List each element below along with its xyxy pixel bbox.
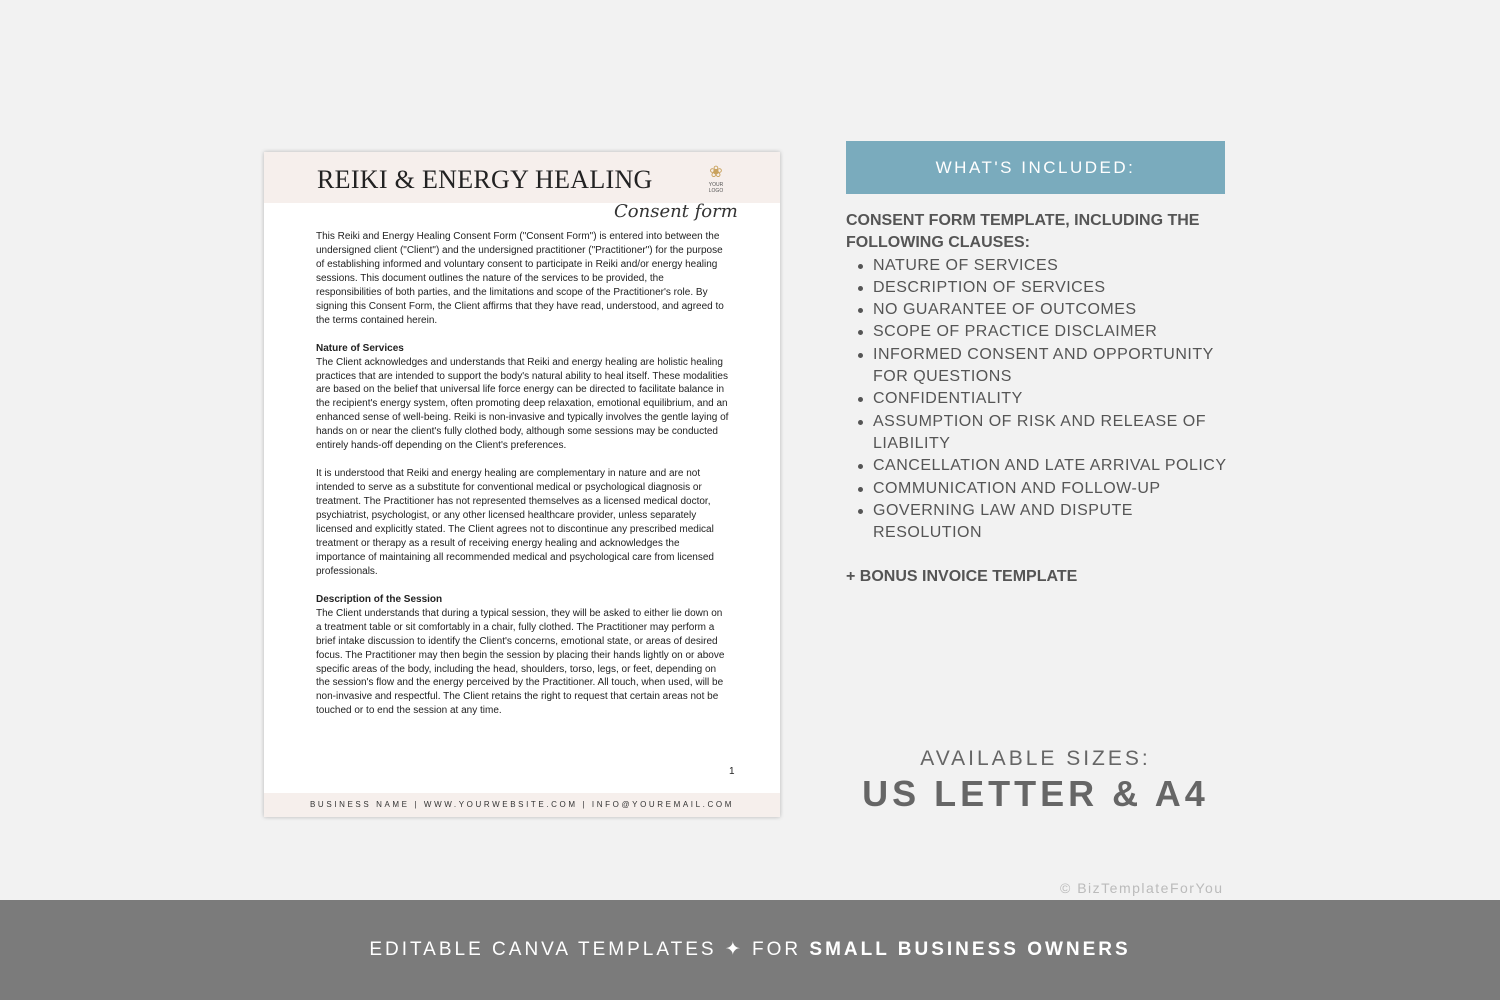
available-sizes: US LETTER & A4 (862, 773, 1209, 814)
paragraph-text: The Client understands that during a typical session, they will be asked to either lie down on a treatment table or sit comfortably in a chair, fully clothed. The Practitioner may perform a brief intake discussion to identify the Client's concerns, emotional state, or areas of desired focus. The Practitioner may then begin the session by placing their hands lightly on or above specific areas of the body, including the head, shoulders, torso, legs, or feet, depending on the session's flow and the energy perceived by the Practitioner. All touch, when used, will be non-invasive and respectful. The Client retains the right to request that certain areas not be touched or to end the session at any time. (316, 607, 725, 717)
paragraph-text: It is understood that Reiki and energy healing are complementary in nature and are not intended to serve as a substitute for conventional medical or psychological diagnosis or treatment. The Practitioner has not represented themselves as a licensed medical doctor, psychiatrist, psychologist, or any other licensed healthcare provider, unless separately licensed and explicitly stated. The Client agrees not to discontinue any prescribed medical treatment or therapy as a result of receiving energy healing and acknowledges the importance of maintaining all recommended medical and psychological care from licensed professionals. (316, 468, 714, 577)
paragraph (316, 593, 729, 719)
included-lead: CONSENT FORM TEMPLATE, INCLUDING THE FOLLOWING CLAUSES: (846, 212, 1200, 252)
clause-list (873, 255, 1246, 545)
section-heading: Nature of Services (316, 342, 404, 354)
document-body (316, 230, 729, 732)
available-sizes-label: AVAILABLE SIZES: (920, 747, 1151, 770)
document-footer: BUSINESS NAME | WWW.YOURWEBSITE.COM | INFO@YOUREMAIL.COM (264, 793, 780, 817)
bottom-banner (0, 900, 1500, 1000)
copyright: © BizTemplateForYou (1060, 880, 1224, 896)
list-item: INFORMED CONSENT AND OPPORTUNITY FOR QUESTIONS (873, 344, 1246, 389)
paragraph-text: The Client acknowledges and understands that Reiki and energy healing are holistic healing practices that are intended to support the body's natural ability to heal itself. These modalities are based on the belief that universal life force energy can be directed to facilitate balance in the recipient's energy system, often promoting deep relaxation, emotional equilibrium, and an enhanced sense of well-being. Reiki is non-invasive and typically involves the gentle laying of hands on or near the client's fully clothed body, although some sessions may be conducted entirely hands-off depending on the Client's preferences. (316, 356, 729, 452)
banner-text: EDITABLE CANVA TEMPLATES ✦ FOR (369, 939, 810, 960)
whats-included-header: WHAT'S INCLUDED: (846, 141, 1225, 194)
paragraph (316, 342, 729, 454)
list-item: CONFIDENTIALITY (873, 388, 1246, 410)
lotus-logo-icon: ❀ YOUR LOGO (701, 164, 731, 192)
included-panel (846, 210, 1246, 588)
paragraph (316, 230, 729, 328)
list-item: DESCRIPTION OF SERVICES (873, 277, 1246, 299)
paragraph (316, 467, 729, 579)
list-item: COMMUNICATION AND FOLLOW-UP (873, 478, 1246, 500)
banner-text-bold: SMALL BUSINESS OWNERS (809, 939, 1131, 960)
document-subtitle: Consent form (614, 201, 738, 222)
section-heading: Description of the Session (316, 593, 443, 605)
list-item: NO GUARANTEE OF OUTCOMES (873, 299, 1246, 321)
page-number: 1 (729, 766, 735, 777)
list-item: CANCELLATION AND LATE ARRIVAL POLICY (873, 455, 1246, 477)
document-preview (264, 152, 780, 817)
document-title: REIKI & ENERGY HEALING (317, 165, 653, 194)
list-item: GOVERNING LAW AND DISPUTE RESOLUTION (873, 500, 1246, 545)
paragraph-text: This Reiki and Energy Healing Consent Form ("Consent Form") is entered into between the undersigned client ("Client") and the undersigned practitioner ("Practitioner") for the purpose of establishing informed and voluntary consent to participate in Reiki and/or energy healing sessions. This document outlines the nature of the services to be provided, the responsibilities of both parties, and the limitations and scope of the Practitioner's role. By signing this Consent Form, the Client affirms that they have read, understood, and agreed to the terms contained herein. (316, 231, 724, 326)
list-item: ASSUMPTION OF RISK AND RELEASE OF LIABILITY (873, 411, 1246, 456)
logo-text: YOUR LOGO (708, 182, 724, 194)
list-item: SCOPE OF PRACTICE DISCLAIMER (873, 321, 1246, 343)
bonus-text: + BONUS INVOICE TEMPLATE (846, 568, 1078, 586)
list-item: NATURE OF SERVICES (873, 255, 1246, 277)
